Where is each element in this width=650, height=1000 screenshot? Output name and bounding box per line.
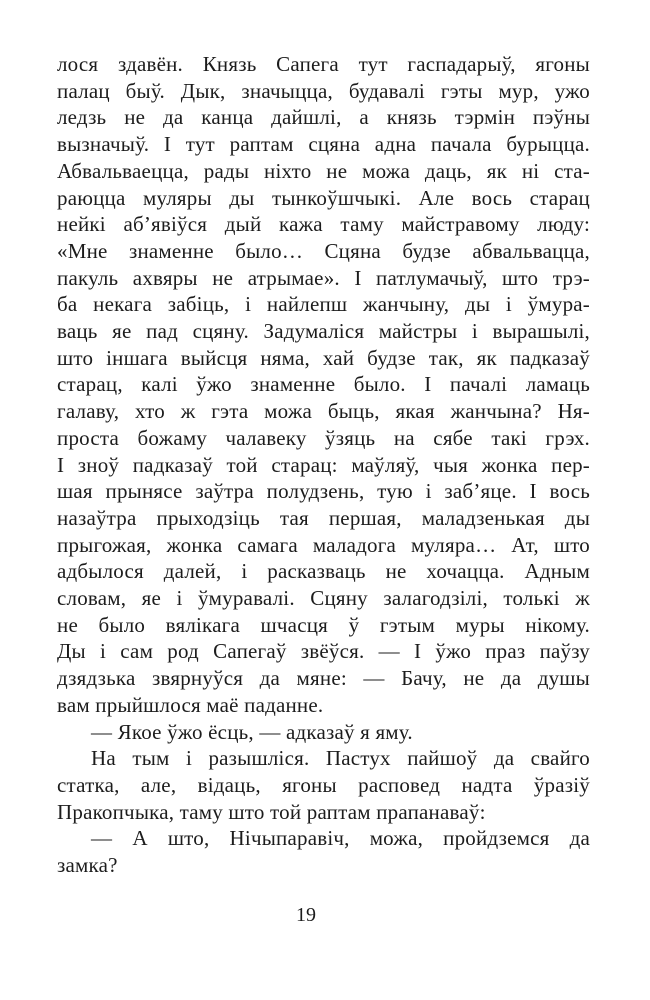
text-line: «Мне знаменне было… Сцяна будзе абвальвацца, (57, 238, 590, 263)
text-line: На тым і разышліся. Пастух пайшоў да свайго (91, 746, 590, 771)
text-line: — А што, Нічыпаравіч, можа, пройдземся да (91, 826, 590, 851)
text-line: статка, але, відаць, ягоны расповед надта ўразіў (57, 772, 590, 797)
text-line: ба некага забіць, і найлепш жанчыну, ды і ўмура- (57, 292, 590, 317)
text-line: адбылося далей, і расказваць не хочацца. Адным (57, 559, 590, 584)
text-line: ледзь не да канца дайшлі, а князь тэрмін пэўны (57, 105, 590, 130)
page-number: 19 (296, 904, 316, 926)
text-line: палац быў. Дык, значыцца, будавалі гэты мур, ужо (57, 78, 590, 103)
text-line: назаўтра прыходзіць тая першая, маладзенькая ды (57, 505, 590, 530)
text-line: прыгожая, жонка самага маладога муляра… Ат, што (57, 532, 590, 557)
text-line: шая прынясе заўтра полудзень, тую і заб’яце. І вось (57, 479, 590, 504)
text-line: — Якое ўжо ёсць, — адказаў я яму. (91, 719, 413, 744)
text-line: лося здавён. Князь Сапега тут гаспадарыў, ягоны (57, 52, 590, 76)
text-line: вызначыў. І тут раптам сцяна адна пачала бурыцца. (57, 132, 590, 157)
text-line: пакуль ахвяры не атрымае». І патлумачыў, што трэ- (57, 265, 590, 290)
text-line: проста божаму чалавеку ўзяць на сябе такі грэх. (57, 425, 590, 450)
text-line: словам, яе і ўмуравалі. Сцяну залагодзілі, толькі ж (57, 586, 590, 611)
text-line: нейкі аб’явіўся дый кажа таму майстравому люду: (57, 212, 590, 237)
text-line: замка? (57, 853, 118, 878)
text-line: дзядзька звярнуўся да мяне: — Бачу, не да душы (57, 666, 590, 691)
text-line: Ды і сам род Сапегаў звёўся. — І ўжо праз паўзу (57, 639, 590, 664)
text-line: Абвальваецца, рады ніхто не можа даць, як ні ста- (57, 158, 590, 183)
text-line: І зноў падказаў той старац: маўляў, чыя жонка пер- (57, 452, 590, 477)
text-line: ваць яе пад сцяну. Задумаліся майстры і вырашылі, (57, 319, 590, 344)
text-line: галаву, хто ж гэта можа быць, якая жанчына? Ня- (57, 399, 590, 424)
page-text (57, 51, 590, 879)
text-line: раюцца муляры ды тынкоўшчыкі. Але вось старац (57, 185, 590, 210)
text-line: не было вялікага шчасця ў гэтым муры нікому. (57, 612, 590, 637)
text-line: Пракопчыка, таму што той раптам прапанаваў: (57, 799, 486, 824)
text-line: што іншага выйсця няма, хай будзе так, як падказаў (57, 345, 590, 370)
text-line: вам прыйшлося маё паданне. (57, 692, 324, 717)
text-line: старац, калі ўжо знаменне было. І пачалі ламаць (57, 372, 590, 397)
